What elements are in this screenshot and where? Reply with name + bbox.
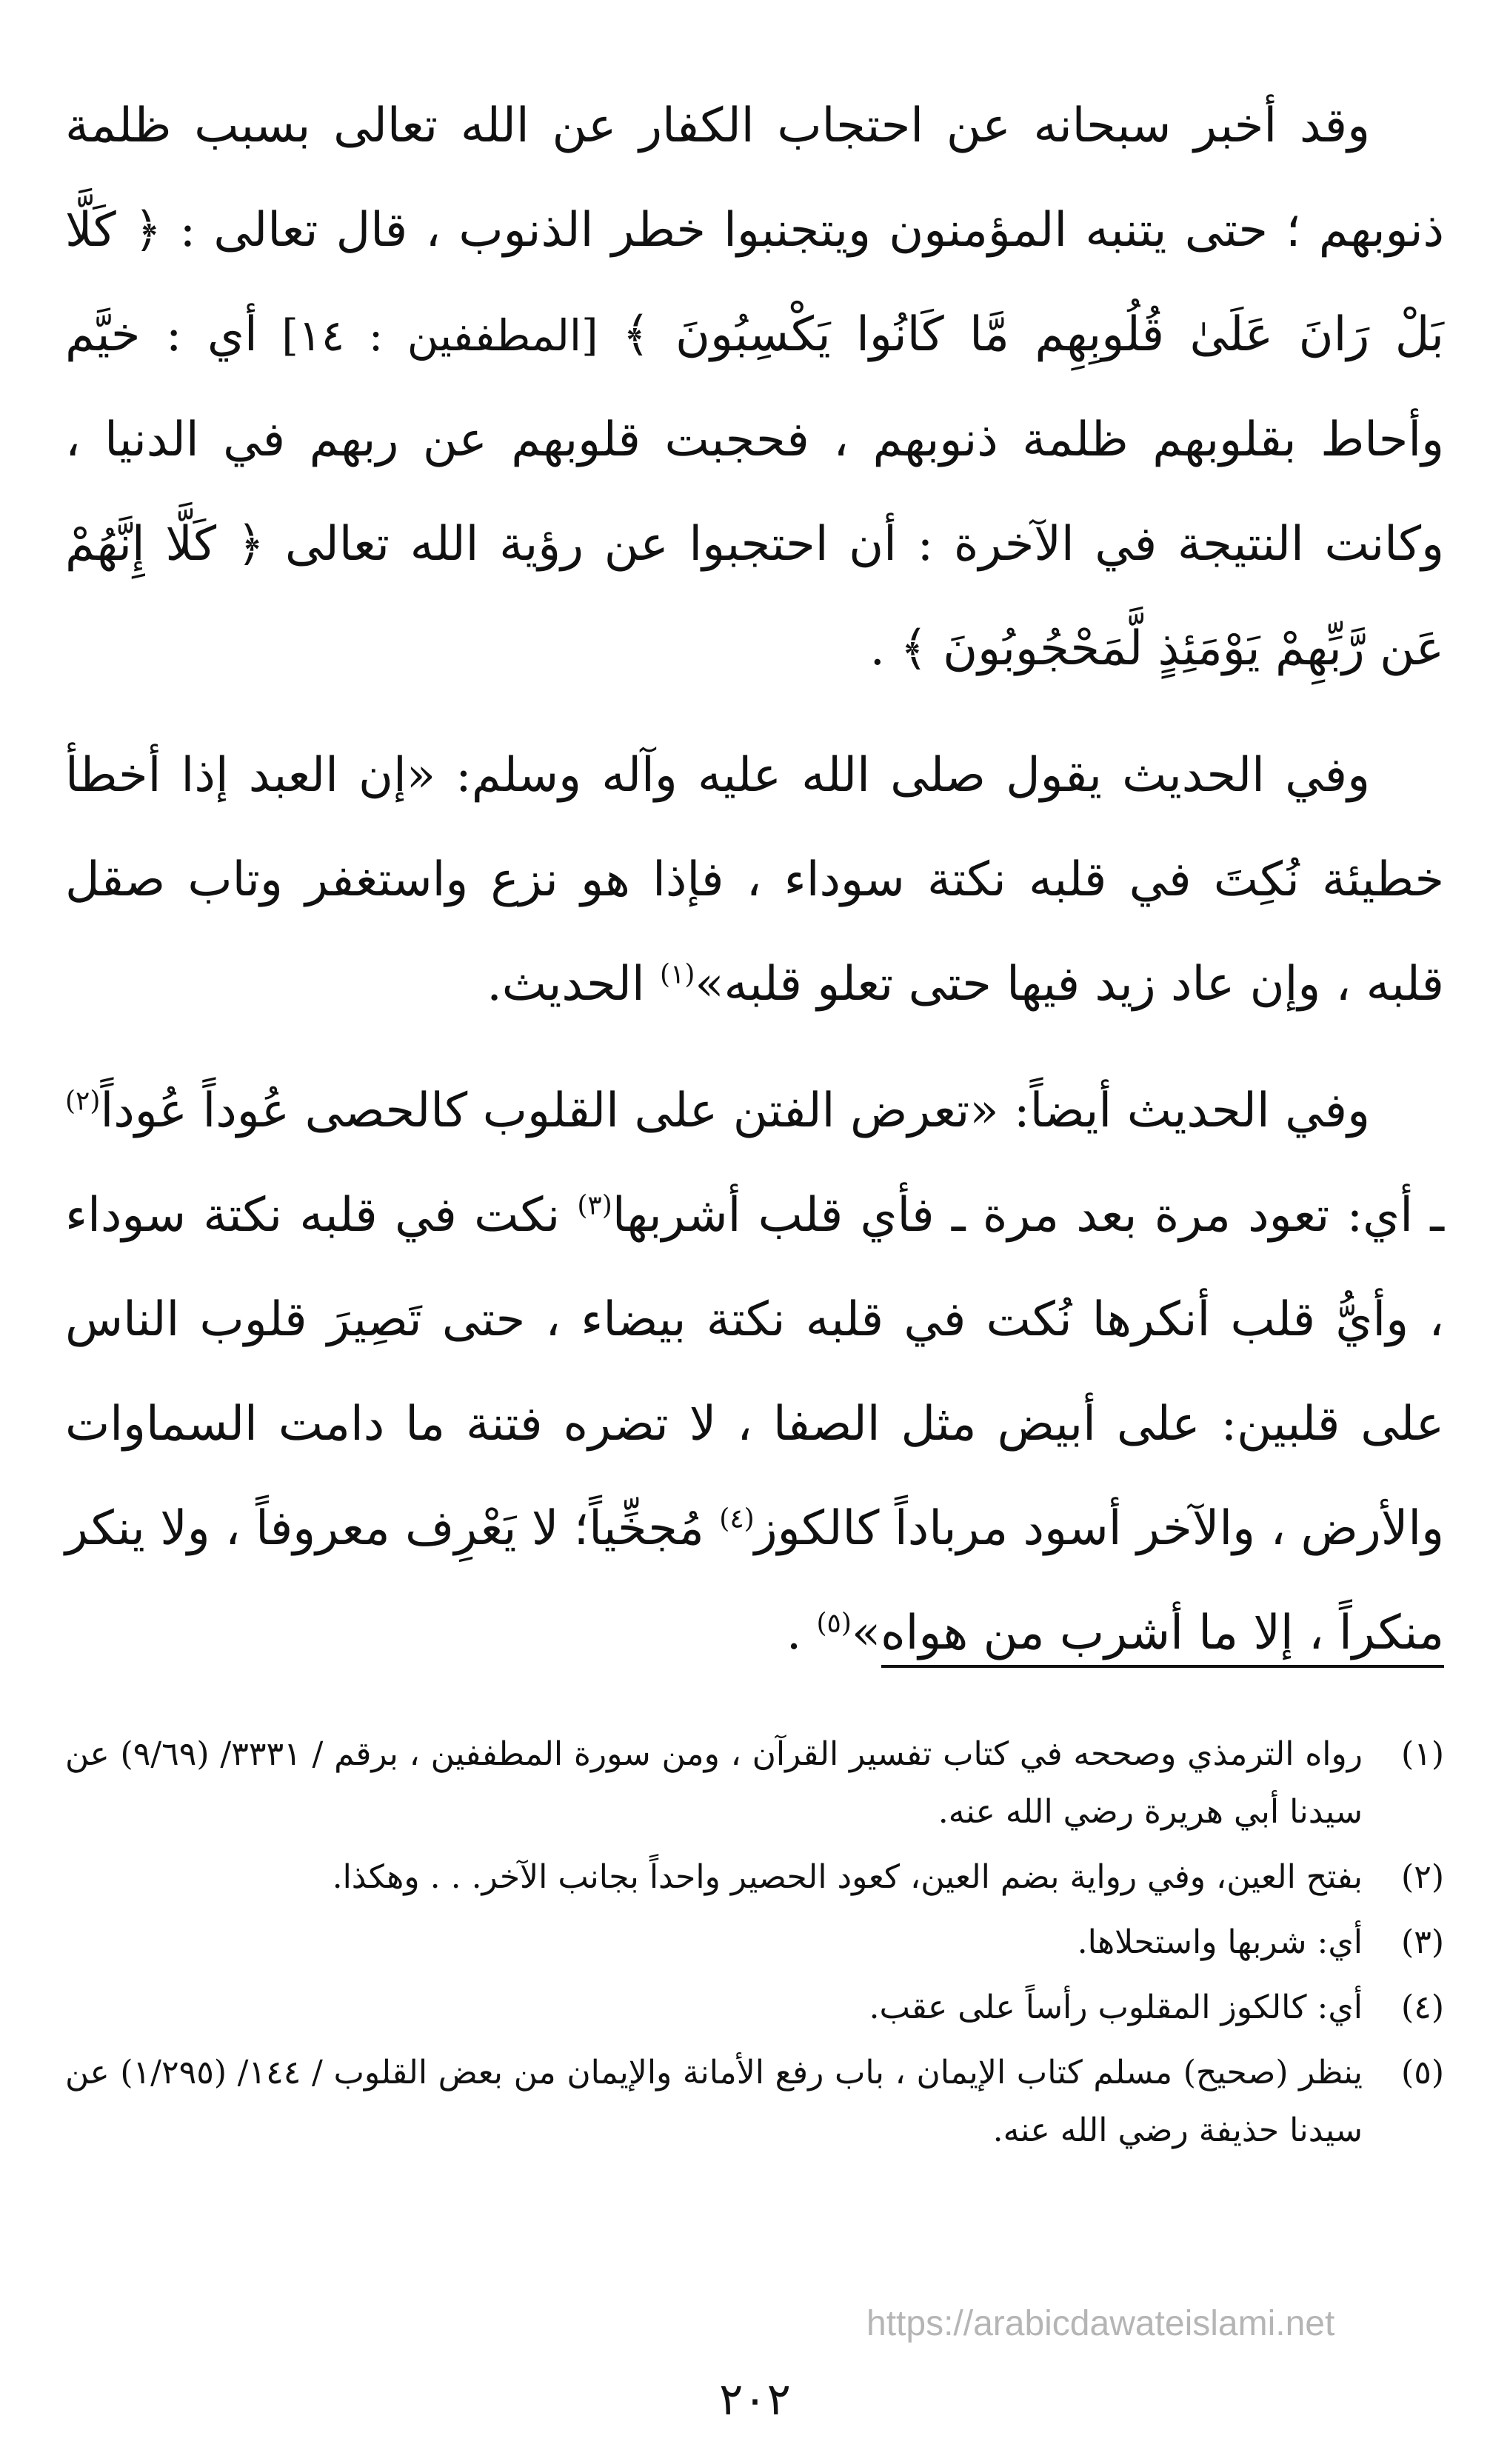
footnote-text: بفتح العين، وفي رواية بضم العين، كعود الحصير واحداً بجانب الآخر. . . وهكذا.	[332, 1858, 1363, 1896]
quran-verse-2: ﴿ كَلَّا إِنَّهُمْ عَن رَّبِّهِمْ يَوْمَئِذٍ لَّمَحْجُوبُونَ ﴾	[65, 517, 1444, 676]
paragraph-3-text-a: وفي الحديث أيضاً: «تعرض الفتن على القلوب كالحصى عُوداً عُوداً	[100, 1084, 1370, 1138]
footnote-item	[65, 2044, 1444, 2160]
paragraph-1	[65, 74, 1444, 701]
footnote-marker-1: (١)	[659, 959, 695, 990]
quran-verse-1: ﴿ كَلَّا بَلْ رَانَ عَلَىٰ قُلُوبِهِم مَّا كَانُوا يَكْسِبُونَ ﴾	[65, 203, 1444, 362]
surah-reference-1: [المطففين : ١٤]	[257, 310, 623, 361]
footnote-marker-2: (٢)	[65, 1086, 101, 1117]
paragraph-1-text-b: أي : خيَّم وأحاط بقلوبهم ظلمة ذنوبهم ، فحجبت قلوبهم عن ربهم في الدنيا ، وكانت النتيجة في الآخرة : أن احتجبوا عن رؤية الله تعالى	[65, 307, 1445, 572]
website-watermark: https://arabicdawateislami.net	[866, 2304, 1335, 2343]
paragraph-1-text-a: وقد أخبر سبحانه عن احتجاب الكفار عن الله تعالى بسبب ظلمة ذنوبهم ؛ حتى يتنبه المؤمنون ويتجنبوا خطر الذنوب ، قال تعالى :	[65, 99, 1445, 258]
footnotes-section	[65, 1726, 1444, 2167]
paragraph-2	[65, 724, 1444, 1037]
main-text	[65, 74, 1444, 1708]
footnote-number: (٢)	[1401, 1858, 1444, 1896]
paragraph-2-text-b: الحديث.	[487, 957, 660, 1012]
page-number: ٢٠٢	[719, 2374, 791, 2425]
paragraph-3-text-b: ـ أي: تعود مرة بعد مرة ـ فأي قلب أشربها	[612, 1188, 1445, 1243]
footnote-text: أي: كالكوز المقلوب رأساً على عقب.	[869, 1989, 1363, 2026]
footnote-text: رواه الترمذي وصححه في كتاب تفسير القرآن ، ومن سورة المطففين ، برقم / ٣٣٣١/ (٩/٦٩) عن سيدنا أبي هريرة رضي الله عنه.	[65, 1735, 1363, 1831]
footnote-number: (١)	[1401, 1735, 1444, 1773]
footnote-number: (٤)	[1401, 1989, 1444, 2026]
footnote-item	[65, 1914, 1444, 1971]
paragraph-3-text-c: نكت في قلبه نكتة سوداء ، وأيُّ قلب أنكرها نُكت في قلبه نكتة بيضاء ، حتى تَصِيرَ قلوب الناس على قلبين: على أبيض مثل الصفا ، لا تضره فتنة ما دامت السماوات والأرض ، والآخر أسود مرباداً كالكوز	[65, 1188, 1445, 1556]
footnote-item	[65, 1726, 1444, 1841]
paragraph-1-text-c: .	[869, 621, 901, 676]
paragraph-3	[65, 1059, 1444, 1686]
footnote-marker-4: (٤)	[719, 1503, 755, 1535]
paragraph-3-text-e: .	[786, 1606, 817, 1660]
footnote-item	[65, 1849, 1444, 1906]
footnote-marker-3: (٣)	[577, 1190, 612, 1221]
footnote-text: أي: شربها واستحلاها.	[1077, 1923, 1363, 1961]
footnote-item	[65, 1979, 1444, 2037]
footnote-marker-5: (٥)	[816, 1608, 852, 1639]
paragraph-2-text-a: وفي الحديث يقول صلى الله عليه وآله وسلم: «إن العبد إذا أخطأ خطيئة نُكِتَ في قلبه نكتة سوداء ، فإذا هو نزع واستغفر وتاب صقل قلبه ، وإن عاد زيد فيها حتى تعلو قلبه»	[65, 748, 1444, 1012]
paragraph-3-text-d: مُجخِّياً؛ لا يَعْرِف معروفاً ، ولا ينكر منكراً ، إلا ما أشرب من هواه»	[65, 1501, 1444, 1660]
footnote-number: (٥)	[1401, 2054, 1444, 2091]
footnote-text: ينظر (صحيح) مسلم كتاب الإيمان ، باب رفع الأمانة والإيمان من بعض القلوب / ١٤٤/ (١/٢٩٥) عن سيدنا حذيفة رضي الله عنه.	[65, 2054, 1363, 2149]
footnote-divider	[881, 1665, 1444, 1668]
footnote-number: (٣)	[1401, 1923, 1444, 1961]
